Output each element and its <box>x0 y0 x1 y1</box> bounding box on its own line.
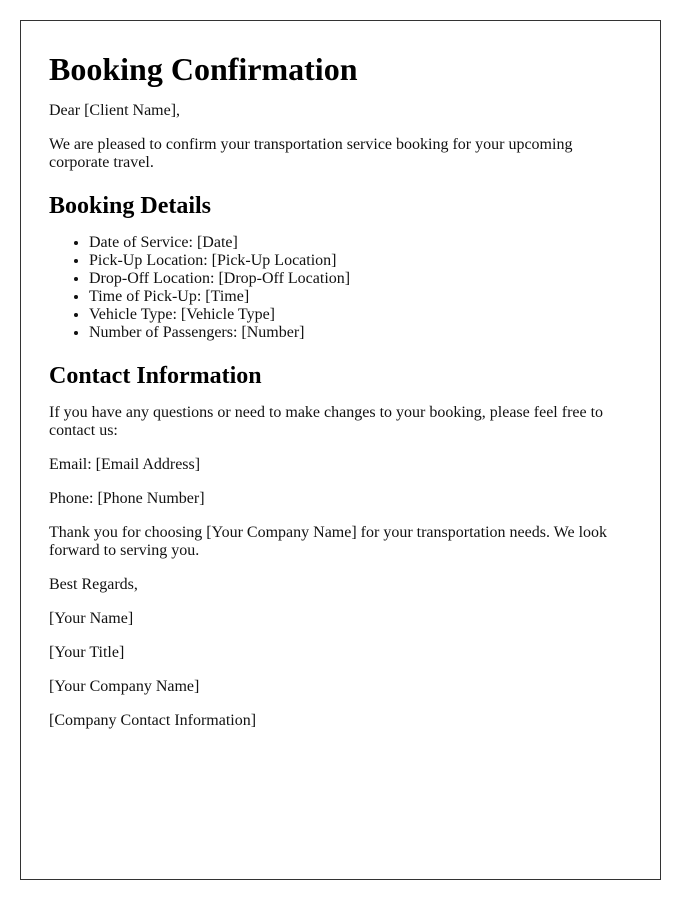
signer-company-contact: [Company Contact Information] <box>49 712 257 729</box>
contact-intro: If you have any questions or need to make changes to your booking, please feel free to contact us: <box>49 404 604 439</box>
signer-company: [Your Company Name] <box>49 678 200 695</box>
letter-container <box>20 20 661 880</box>
detail-pick-up-location: • Pick-Up Location: [Pick-Up Location] <box>89 252 630 270</box>
signer-name: [Your Name] <box>49 610 134 627</box>
booking-details-list <box>49 234 630 342</box>
booking-details-heading: Booking Details <box>49 193 212 219</box>
detail-drop-off-location: • Drop-Off Location: [Drop-Off Location] <box>89 270 630 288</box>
detail-date-of-service: • Date of Service: [Date] <box>89 234 630 252</box>
signer-title: [Your Title] <box>49 644 125 661</box>
intro-paragraph: We are pleased to confirm your transportation service booking for your upcoming corporate travel. <box>49 136 573 171</box>
detail-time-of-pick-up: • Time of Pick-Up: [Time] <box>89 288 630 306</box>
detail-vehicle-type: • Vehicle Type: [Vehicle Type] <box>89 306 630 324</box>
greeting: Dear [Client Name], <box>49 102 181 119</box>
contact-email: Email: [Email Address] <box>49 456 201 473</box>
contact-phone: Phone: [Phone Number] <box>49 490 205 507</box>
detail-number-of-passengers: • Number of Passengers: [Number] <box>89 324 630 342</box>
thank-you-paragraph: Thank you for choosing [Your Company Name] for your transportation needs. We look forward to serving you. <box>49 524 608 559</box>
letter-title: Booking Confirmation <box>49 51 358 87</box>
sign-off: Best Regards, <box>49 576 138 593</box>
contact-information-heading: Contact Information <box>49 363 262 389</box>
